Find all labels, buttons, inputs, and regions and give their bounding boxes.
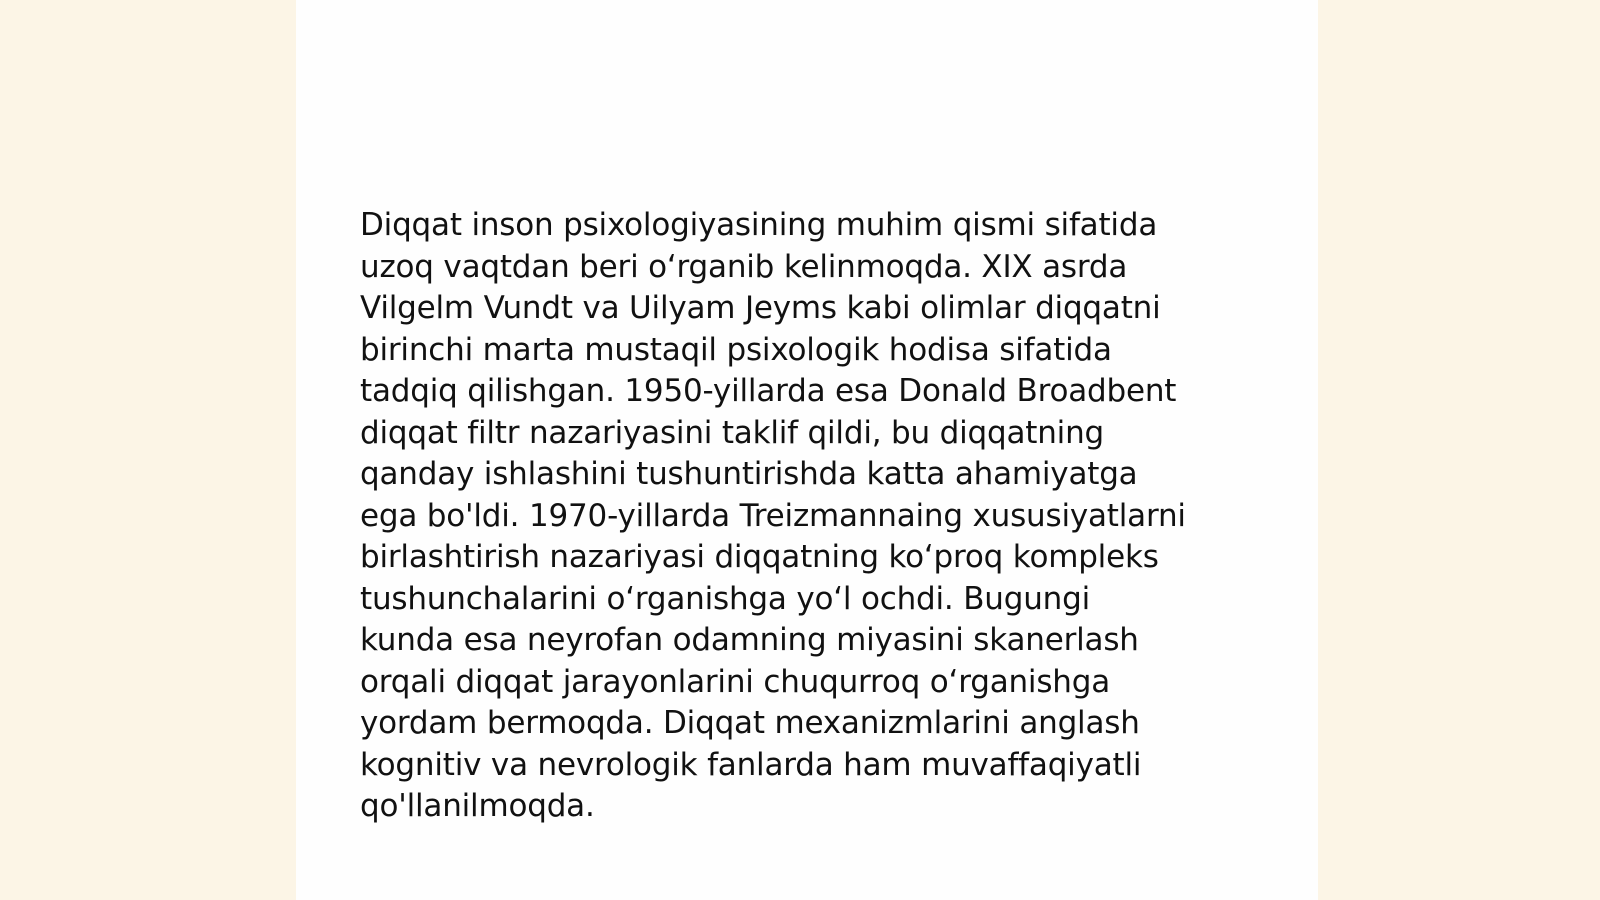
document-page [296,0,1318,900]
paragraph-line: ega bo'ldi. 1970-yillarda Treizmannaing xususiyatlarni [360,497,1186,534]
paragraph-line: uzoq vaqtdan beri o‘rganib kelinmoqda. XIX asrda [360,248,1128,285]
body-paragraph [360,205,1260,828]
paragraph-line: diqqat filtr nazariyasini taklif qildi, bu diqqatning [360,414,1104,451]
paragraph-line: birinchi marta mustaqil psixologik hodisa sifatida [360,331,1112,368]
paragraph-line: kognitiv va nevrologik fanlarda ham muvaffaqiyatli [360,746,1142,783]
paragraph-line: qanday ishlashini tushuntirishda katta ahamiyatga [360,456,1138,492]
paragraph-line: tadqiq qilishgan. 1950-yillarda esa Donald Broadbent [360,373,1177,409]
paragraph-line: birlashtirish nazariyasi diqqatning ko‘proq kompleks [360,539,1159,575]
paragraph-line: yordam bermoqda. Diqqat mexanizmlarini anglash [360,705,1140,741]
paragraph-line: orqali diqqat jarayonlarini chuqurroq o‘rganishga [360,663,1111,700]
paragraph-line: kunda esa neyrofan odamning miyasini skanerlash [360,622,1139,658]
paragraph-line: tushunchalarini o‘rganishga yo‘l ochdi. Bugungi [360,580,1091,617]
paragraph-line: Diqqat inson psixologiyasining muhim qismi sifatida [360,207,1158,243]
paragraph-line: Vilgelm Vundt va Uilyam Jeyms kabi olimlar diqqatni [360,290,1161,326]
paragraph-line: qo'llanilmoqda. [360,788,595,824]
